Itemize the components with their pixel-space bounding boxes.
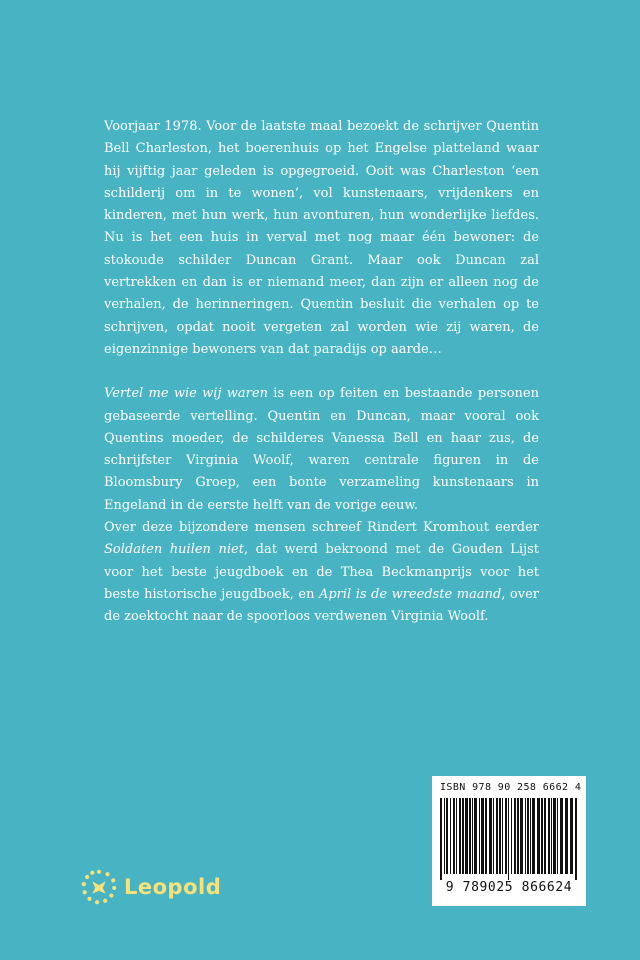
barcode-bar: [444, 798, 445, 874]
barcode-bar: [570, 798, 573, 874]
paragraph-gap: [104, 361, 539, 383]
barcode-bar: [499, 798, 501, 874]
blurb-paragraph-1: Voorjaar 1978. Voor de laatste maal bezoekt de schrijver Quentin Bell Charleston, het boerenhuis op het Engelse platteland waar hij vijftig jaar geleden is opgegroeid. Ooit was Charleston ‘een schilderij om in te wonen’, vol kunstenaars, vrijdenkers en kinderen, met hun werk, hun avonturen, hun wonderlijke liefdes. Nu is het een huis in verval met nog maar één bewoner: de stokoude schilder Duncan Grant. Maar ook Duncan zal vertrekken en dan is er niemand meer, dan zijn er alleen nog de verhalen, de herinneringen. Quentin besluit die verhalen op te schrijven, opdat nooit vergeten zal worden wie zij waren, de eigenzinnige bewoners van dat paradijs op aarde…: [104, 119, 539, 357]
blurb-paragraph-2: [104, 383, 539, 517]
barcode-bar: [520, 798, 523, 874]
earlier-book-title-1: Soldaten huilen niet: [104, 542, 244, 558]
barcode-bar: [485, 798, 487, 874]
publisher-logo: [80, 868, 221, 906]
isbn-digits: 9 789025 866624: [445, 880, 573, 895]
barcode-bar: [446, 798, 448, 874]
barcode-bar: [544, 798, 546, 874]
earlier-book-title-2: April is de wreedste maand: [318, 586, 502, 602]
barcode-bar: [508, 798, 509, 880]
back-cover-blurb: [104, 116, 539, 629]
barcode-bar: [530, 798, 531, 874]
barcode-bar: [496, 798, 498, 874]
barcode-bar: [505, 798, 507, 874]
barcode-bar: [575, 798, 577, 880]
blurb-paragraph-3-text-c: , over de zoektocht naar de spoorloos verdwenen Virginia Woolf.: [104, 586, 540, 625]
barcode-bar: [493, 798, 494, 874]
barcode-bar: [489, 798, 492, 874]
blurb-paragraph-3-text-a: Over deze bijzondere mensen schreef Rindert Kromhout eerder: [104, 520, 539, 536]
isbn-barcode: [432, 776, 586, 906]
barcode-bar: [517, 798, 519, 874]
blurb-paragraph-3: [104, 517, 539, 628]
barcode-bar: [527, 798, 529, 874]
barcode-bar: [479, 798, 480, 874]
barcode-bar: [462, 798, 464, 874]
leopold-lion-icon: [80, 868, 118, 906]
barcode-bar: [474, 798, 477, 874]
barcode-bar: [541, 798, 543, 874]
blurb-paragraph-2-text: is een op feiten en bestaande personen gebaseerde vertelling. Quentin en Duncan, maar vooral ook Quentins moeder, de schilderes Vanessa Bell en haar zus, de schrijfster Virginia Woolf, waren centrale figuren in de Bloomsbury Groep, een bonte verzameling kunstenaars in Engeland in de eerste helft van de vorige eeuw.: [104, 386, 539, 513]
book-title: Vertel me wie wij waren: [104, 386, 268, 402]
barcode-bar: [525, 798, 526, 874]
barcode-bar: [469, 798, 471, 874]
barcode-bar: [537, 798, 540, 874]
isbn-label: ISBN 978 90 258 6662 4: [440, 782, 582, 793]
publisher-name: Leopold: [124, 875, 222, 899]
barcode-bars: [440, 798, 578, 880]
barcode-bar: [553, 798, 556, 874]
barcode-bar: [459, 798, 461, 874]
barcode-bar: [532, 798, 535, 874]
barcode-bar: [440, 798, 442, 880]
barcode-bar: [465, 798, 468, 874]
barcode-bar: [453, 798, 455, 874]
barcode-bar: [557, 798, 558, 874]
barcode-bar: [565, 798, 568, 874]
barcode-bar: [502, 798, 503, 874]
barcode-bar: [548, 798, 550, 874]
barcode-bar: [472, 798, 473, 874]
barcode-bar: [456, 798, 457, 874]
barcode-bar: [450, 798, 451, 874]
barcode-bar: [560, 798, 563, 874]
blurb-paragraph-3-text-b: , dat werd bekroond met de Gouden Lijst voor het beste jeugdboek en de Thea Beckmanprijs voor het beste historische jeugdboek, en: [104, 542, 539, 602]
barcode-bar: [514, 798, 516, 874]
barcode-bar: [551, 798, 552, 874]
barcode-bar: [481, 798, 484, 874]
barcode-bar: [511, 798, 512, 874]
